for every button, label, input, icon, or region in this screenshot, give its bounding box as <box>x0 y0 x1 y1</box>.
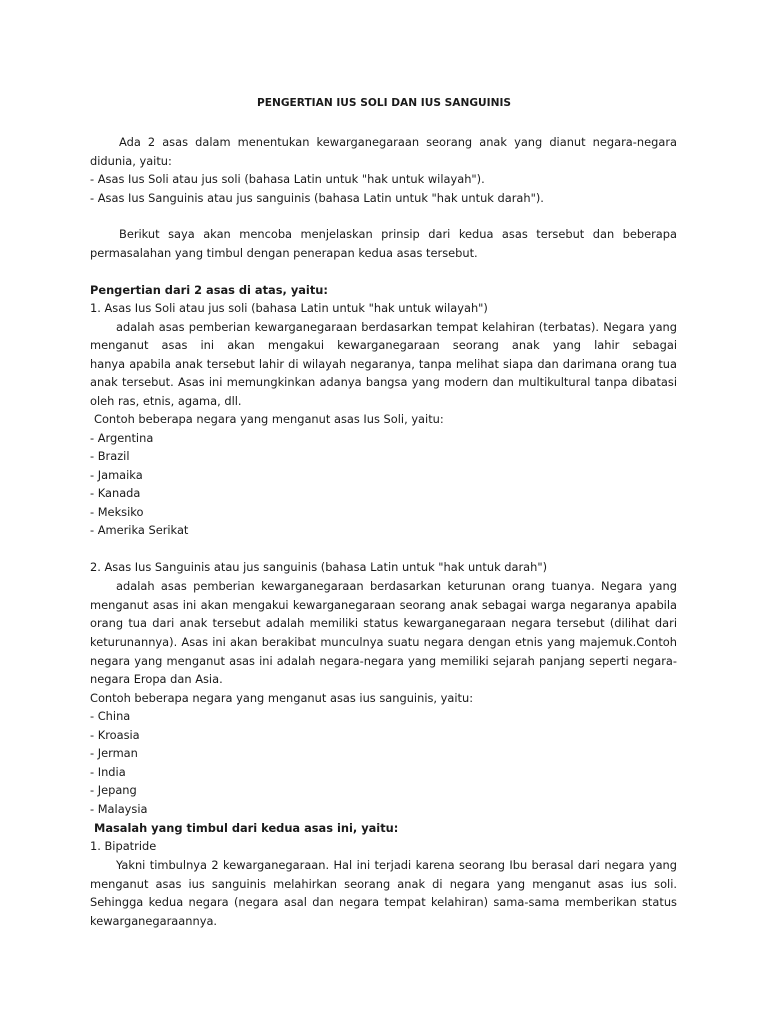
soli-line: menganut asas ini akan mengakui kewarganegaraan seorang anak yang lahir sebagai <box>90 338 677 352</box>
bipatride-line: Sehingga kedua negara (negara asal dan negara tempat kelahiran) sama-sama memberikan status <box>90 895 677 909</box>
list-item: - Argentina <box>90 431 154 445</box>
soli-line: oleh ras, etnis, agama, dll. <box>90 394 242 408</box>
sanguinis-line: adalah asas pemberian kewarganegaraan berdasarkan keturunan orang tuanya. Negara yang <box>116 579 677 593</box>
intro-line: - Asas Ius Soli atau jus soli (bahasa Latin untuk "hak untuk wilayah"). <box>90 172 485 186</box>
sanguinis-line: negara yang menganut asas ini adalah negara-negara yang memiliki sejarah panjang seperti negara- <box>90 654 677 668</box>
soli-line: anak tersebut. Asas ini memungkinkan adanya bangsa yang modern dan multikultural tanpa dibatasi <box>90 375 677 389</box>
soli-line: adalah asas pemberian kewarganegaraan berdasarkan tempat kelahiran (terbatas). Negara yang <box>116 320 677 334</box>
paragraph-line: permasalahan yang timbul dengan penerapan kedua asas tersebut. <box>90 246 478 260</box>
soli-line: hanya apabila anak tersebut lahir di wilayah negaranya, tanpa melihat siapa dan darimana orang tua <box>90 357 677 371</box>
intro-line: - Asas Ius Sanguinis atau jus sanguinis (bahasa Latin untuk "hak untuk darah"). <box>90 191 544 205</box>
list-item: - Kanada <box>90 486 141 500</box>
intro-line: Ada 2 asas dalam menentukan kewarganegaraan seorang anak yang dianut negara-negara <box>119 135 677 149</box>
bipatride-line: Yakni timbulnya 2 kewarganegaraan. Hal ini terjadi karena seorang Ibu berasal dari negara yang <box>116 858 677 872</box>
sanguinis-heading: 2. Asas Ius Sanguinis atau jus sanguinis (bahasa Latin untuk "hak untuk darah") <box>90 560 548 574</box>
list-item: - Malaysia <box>90 802 148 816</box>
list-item: - Meksiko <box>90 505 144 519</box>
intro-line: didunia, yaitu: <box>90 154 172 168</box>
list-item: - Kroasia <box>90 728 140 742</box>
list-item: - Brazil <box>90 449 130 463</box>
list-item: - Jamaika <box>90 468 143 482</box>
sanguinis-example-intro: Contoh beberapa negara yang menganut asas ius sanguinis, yaitu: <box>90 691 474 705</box>
soli-heading: 1. Asas Ius Soli atau jus soli (bahasa Latin untuk "hak untuk wilayah") <box>90 301 488 315</box>
soli-example-intro: Contoh beberapa negara yang menganut asas Ius Soli, yaitu: <box>94 412 444 426</box>
list-item: - Amerika Serikat <box>90 523 189 537</box>
section-heading: Pengertian dari 2 asas di atas, yaitu: <box>90 283 328 297</box>
sanguinis-line: menganut asas ini akan mengakui kewarganegaraan seorang anak sebagai warga negaranya apabila <box>90 598 677 612</box>
list-item: - India <box>90 765 126 779</box>
bipatride-heading: 1. Bipatride <box>90 839 157 853</box>
bipatride-line: kewarganegaraannya. <box>90 914 218 928</box>
list-item: - Jepang <box>90 783 137 797</box>
bipatride-line: menganut asas ius sanguinis melahirkan seorang anak di negara yang menganut asas ius soli. <box>90 877 677 891</box>
sanguinis-line: keturunannya). Asas ini akan berakibat munculnya suatu negara dengan etnis yang majemuk.Contoh <box>90 635 677 649</box>
list-item: - Jerman <box>90 746 138 760</box>
sanguinis-line: orang tua dari anak tersebut adalah memiliki status kewarganegaraan negara tersebut (dilihat dari <box>90 616 677 630</box>
list-item: - China <box>90 709 131 723</box>
paragraph-line: Berikut saya akan mencoba menjelaskan prinsip dari kedua asas tersebut dan beberapa <box>119 227 677 241</box>
sanguinis-line: negara Eropa dan Asia. <box>90 672 223 686</box>
section-heading: Masalah yang timbul dari kedua asas ini, yaitu: <box>94 821 399 835</box>
page-title: PENGERTIAN IUS SOLI DAN IUS SANGUINIS <box>256 97 512 109</box>
